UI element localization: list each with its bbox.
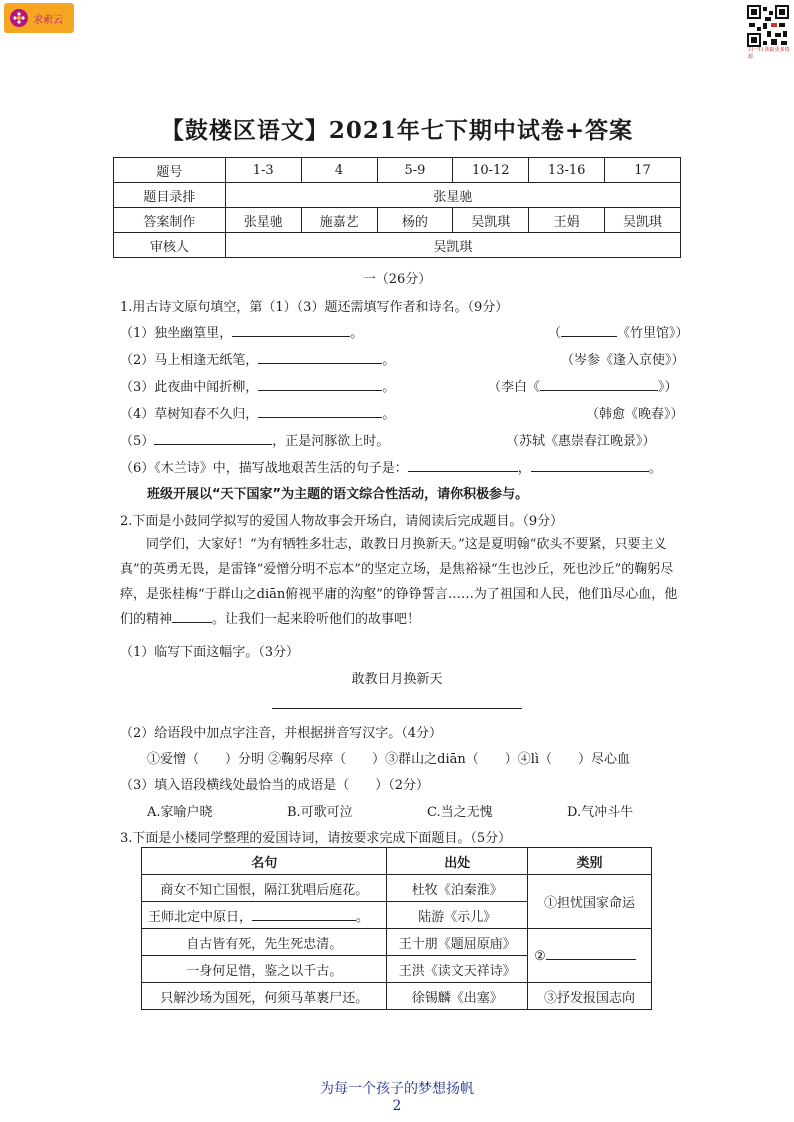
q2-sub3: （3）填入语段横线处最恰当的成语是（ ）（2分） bbox=[120, 778, 430, 793]
table-cell: 张星驰 bbox=[225, 183, 680, 208]
verse-cell: 一身何足惜，鉴之以千古。 bbox=[142, 956, 387, 983]
q2-sub2: （2）给语段中加点字注音，并根据拼音写汉字。（4分） bbox=[120, 726, 443, 741]
table-row bbox=[142, 983, 652, 1010]
q1-source-2: （岑参《逢入京使》） bbox=[561, 353, 685, 368]
table-header: 出处 bbox=[387, 848, 528, 875]
q1-item-end: 。 bbox=[382, 380, 396, 395]
q1-item-6 bbox=[120, 457, 662, 476]
page-number: 2 bbox=[392, 1098, 402, 1114]
qr-caption: 扫一扫 获取更多资源 bbox=[748, 47, 790, 60]
option-b[interactable]: B.可歌可泣 bbox=[287, 805, 353, 820]
table-row bbox=[114, 158, 681, 183]
source-cell: 王十朋《题屈原庙》 bbox=[387, 929, 528, 956]
source-text: （ bbox=[548, 326, 562, 341]
staff-table bbox=[113, 157, 681, 258]
answer-blank[interactable] bbox=[561, 324, 617, 337]
qr-code-icon bbox=[747, 5, 789, 47]
source-cell: 杜牧《泊秦淮》 bbox=[387, 875, 528, 902]
answer-blank[interactable] bbox=[408, 459, 518, 472]
option-d[interactable]: D.气冲斗牛 bbox=[567, 805, 634, 820]
source-cell: 王洪《读文天祥诗》 bbox=[387, 956, 528, 983]
table-header: 名句 bbox=[142, 848, 387, 875]
verse-text: 。 bbox=[356, 909, 370, 925]
q2-passage bbox=[120, 532, 680, 632]
table-row bbox=[114, 233, 681, 258]
answer-blank[interactable] bbox=[546, 947, 636, 960]
option-c[interactable]: C.当之无愧 bbox=[427, 805, 493, 820]
table-cell: 审核人 bbox=[114, 233, 226, 258]
table-cell: 17 bbox=[605, 158, 681, 183]
source-text: （李白《 bbox=[488, 380, 541, 395]
category-cell: ①担忧国家命运 bbox=[528, 875, 652, 929]
q1-item-5 bbox=[120, 430, 389, 449]
q1-item-text: ， bbox=[517, 461, 531, 476]
table-cell: 杨的 bbox=[377, 208, 453, 233]
category-cell: ③抒发报国志向 bbox=[528, 983, 652, 1010]
q1-item-end: 。 bbox=[648, 461, 662, 476]
category-text: ② bbox=[534, 949, 546, 964]
table-cell: 吴凯琪 bbox=[453, 208, 529, 233]
q1-item-end: 。 bbox=[350, 326, 364, 341]
section-heading: 一（26分） bbox=[362, 272, 432, 287]
source-text: 《竹里馆》） bbox=[617, 326, 689, 341]
q2-stem: 2.下面是小鼓同学拟写的爱国人物故事会开场白，请阅读后完成题目。（9分） bbox=[120, 514, 564, 529]
writing-line[interactable] bbox=[272, 708, 522, 709]
q1-item-3 bbox=[120, 376, 395, 395]
table-cell: 题号 bbox=[114, 158, 226, 183]
verse-text: 王师北定中原日， bbox=[148, 909, 253, 925]
q1-item-1 bbox=[120, 322, 363, 341]
logo-flower-icon bbox=[10, 9, 28, 27]
q1-item-end: 。 bbox=[382, 353, 396, 368]
answer-blank[interactable] bbox=[258, 378, 382, 391]
source-cell: 徐锡麟《出塞》 bbox=[387, 983, 528, 1010]
table-row bbox=[114, 208, 681, 233]
logo-text: 求索云 bbox=[33, 14, 63, 26]
q1-item-end: ，正是河豚欲上时。 bbox=[272, 434, 390, 449]
table-cell: 5-9 bbox=[377, 158, 453, 183]
table-cell: 答案制作 bbox=[114, 208, 226, 233]
answer-blank[interactable] bbox=[172, 610, 212, 623]
verse-cell: 只解沙场为国死，何须马革裹尸还。 bbox=[142, 983, 387, 1010]
q1-source-5: （苏轼《惠崇春江晚景》） bbox=[506, 434, 656, 449]
table-cell: 吴凯琪 bbox=[605, 208, 681, 233]
passage-text: 。让我们一起来聆听他们的故事吧！ bbox=[212, 612, 421, 627]
verse-cell: 自古皆有死，先生死忠清。 bbox=[142, 929, 387, 956]
answer-blank[interactable] bbox=[232, 324, 350, 337]
answer-blank[interactable] bbox=[531, 459, 649, 472]
table-header: 类别 bbox=[528, 848, 652, 875]
q1-item-text: （6）《木兰诗》中，描写战地艰苦生活的句子是： bbox=[120, 461, 408, 476]
q1-item-text: （5） bbox=[120, 434, 155, 449]
q1-item-text: （4）草树知春不久归， bbox=[120, 407, 259, 422]
table-cell: 13-16 bbox=[529, 158, 605, 183]
q1-stem: 1.用古诗文原句填空，第（1）（3）题还需填写作者和诗名。（9分） bbox=[120, 300, 509, 315]
q1-source-4: （韩愈《晚春》） bbox=[586, 407, 684, 422]
footer-slogan: 为每一个孩子的梦想扬帆 bbox=[320, 1081, 474, 1097]
q1-item-text: （3）此夜曲中闻折柳， bbox=[120, 380, 259, 395]
q1-source-1 bbox=[548, 322, 689, 341]
table-cell: 王娟 bbox=[529, 208, 605, 233]
table-cell: 4 bbox=[301, 158, 377, 183]
answer-blank[interactable] bbox=[258, 405, 382, 418]
table-cell: 1-3 bbox=[225, 158, 301, 183]
q2-sub1: （1）临写下面这幅字。（3分） bbox=[120, 645, 300, 660]
activity-intro: 班级开展以“天下国家”为主题的语文综合性活动，请你积极参与。 bbox=[147, 487, 529, 502]
q1-source-3 bbox=[488, 376, 678, 395]
verse-cell bbox=[142, 902, 387, 929]
passage-text: 同学们，大家好！“为有牺牲多壮志，敢教日月换新天。”这是夏明翰“砍头不要紧，只要主义真”的英勇无畏，是雷锋“爱憎分明不忘本”的坚定立场，是焦裕禄“生也沙丘，死也沙丘”的鞠躬尽瘁，是张桂梅“于群山之diān俯视平庸的沟壑”的铮铮誓言……为了祖国和人民，他们lì尽心血，他们的精神 bbox=[120, 537, 678, 627]
q1-item-text: （1）独坐幽篁里， bbox=[120, 326, 233, 341]
table-row bbox=[142, 929, 652, 956]
table-cell: 题目录排 bbox=[114, 183, 226, 208]
table-cell: 10-12 bbox=[453, 158, 529, 183]
category-cell bbox=[528, 929, 652, 983]
poem-table bbox=[141, 847, 652, 1010]
answer-blank[interactable] bbox=[154, 432, 272, 445]
table-cell: 张星驰 bbox=[225, 208, 301, 233]
q3-stem: 3.下面是小楼同学整理的爱国诗词，请按要求完成下面题目。（5分） bbox=[120, 831, 512, 846]
q1-item-4 bbox=[120, 403, 395, 422]
q1-item-2 bbox=[120, 349, 395, 368]
q1-item-text: （2）马上相逢无纸笔， bbox=[120, 353, 259, 368]
calligraphy-sample: 敢教日月换新天 bbox=[351, 672, 443, 687]
option-a[interactable]: A.家喻户晓 bbox=[147, 805, 213, 820]
source-text: 》） bbox=[658, 380, 678, 395]
page-title: 【鼓楼区语文】2021年七下期中试卷+答案 bbox=[160, 117, 634, 144]
answer-blank[interactable] bbox=[540, 378, 658, 391]
answer-blank[interactable] bbox=[252, 908, 356, 921]
table-row bbox=[142, 848, 652, 875]
q2-sub2-items: ①爱憎（ ）分明 ②鞠躬尽瘁（ ）③群山之diān（ ）④lì（ ）尽心血 bbox=[147, 752, 631, 767]
table-row bbox=[114, 183, 681, 208]
table-row bbox=[142, 875, 652, 902]
table-cell: 吴凯琪 bbox=[225, 233, 680, 258]
verse-cell: 商女不知亡国恨，隔江犹唱后庭花。 bbox=[142, 875, 387, 902]
q1-item-end: 。 bbox=[382, 407, 396, 422]
source-cell: 陆游《示儿》 bbox=[387, 902, 528, 929]
table-cell: 施嘉艺 bbox=[301, 208, 377, 233]
answer-blank[interactable] bbox=[258, 351, 382, 364]
brand-logo bbox=[4, 3, 74, 33]
